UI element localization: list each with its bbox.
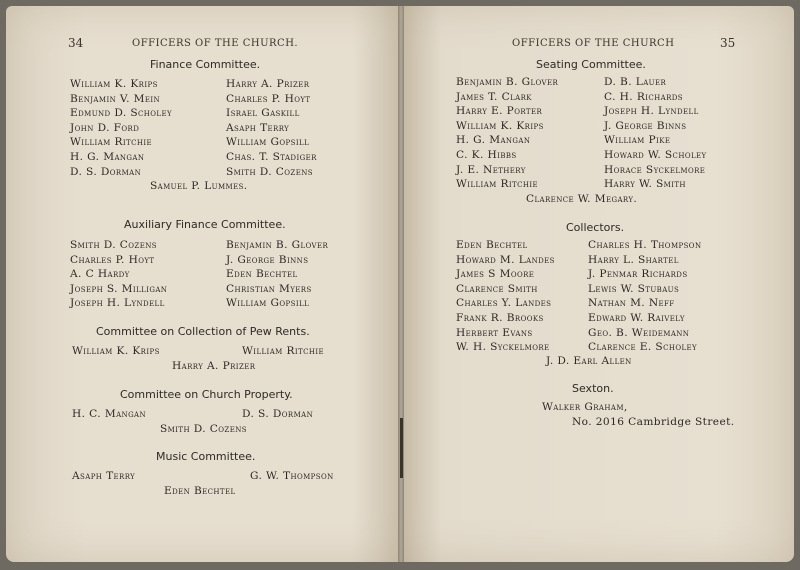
member-name: James S Moore (456, 268, 535, 281)
member-name: John D. Ford (70, 121, 140, 134)
member-name: Howard W. Scholey (604, 148, 707, 161)
member-name: C. H. Richards (604, 90, 683, 103)
member-name: Harry L. Shartel (588, 253, 679, 266)
member-name: J. George Binns (226, 253, 309, 266)
property-right: D. S. Dorman (242, 408, 314, 420)
music-left: Asaph Terry (72, 470, 136, 482)
member-name: Howard M. Landes (456, 253, 555, 266)
member-name: J. George Binns (604, 119, 687, 132)
finance-committee-title: Finance Committee. (150, 58, 261, 71)
seating-col1 (456, 75, 558, 192)
property-center: Smith D. Cozens (160, 423, 247, 435)
running-header-right: OFFICERS OF THE CHURCH (512, 38, 675, 49)
collectors-title: Collectors. (566, 221, 625, 234)
member-name: William Ritchie (456, 178, 539, 191)
member-name: William Gopsill (226, 136, 310, 149)
property-committee-title: Committee on Church Property. (120, 388, 293, 401)
member-name: Asaph Terry (226, 121, 290, 134)
music-center: Eden Bechtel (164, 485, 236, 497)
collectors-col2 (588, 238, 701, 355)
member-name: Israel Gaskill (226, 107, 300, 120)
member-name: Joseph H. Lyndell (604, 105, 699, 118)
auxiliary-committee-title: Auxiliary Finance Committee. (124, 218, 286, 231)
member-name: H. G. Mangan (456, 134, 531, 147)
member-name: Geo. B. Weidemann (588, 326, 690, 339)
finance-col1 (70, 77, 172, 179)
member-name: J. Penmar Richards (588, 268, 688, 281)
member-name: Harry E. Porter (456, 105, 543, 118)
member-name: Charles P. Hoyt (226, 92, 311, 105)
page-number-left: 34 (68, 36, 84, 50)
sexton-name: Walker Graham, (542, 401, 628, 413)
page-number-right: 35 (720, 36, 736, 50)
collectors-col1 (456, 238, 555, 355)
member-name: Clarence Smith (456, 282, 538, 295)
member-name: Benjamin B. Glover (456, 76, 559, 88)
finance-col2 (226, 77, 317, 179)
member-name: Smith D. Cozens (226, 165, 313, 178)
member-name: C. K. Hibbs (456, 148, 517, 161)
member-name: Eden Bechtel (226, 268, 298, 281)
pew-rents-center: Harry A. Prizer (172, 360, 256, 372)
member-name: Christian Myers (226, 282, 312, 295)
member-name: William Pike (604, 134, 671, 147)
member-name: Herbert Evans (456, 326, 533, 339)
auxiliary-col2 (226, 238, 328, 311)
seating-last-member: Clarence W. Megary. (526, 193, 638, 205)
auxiliary-col1 (70, 238, 167, 311)
member-name: Harry A. Prizer (226, 78, 310, 90)
member-name: William K. Krips (456, 119, 544, 132)
member-name: Charles P. Hoyt (70, 253, 155, 266)
member-name: William Ritchie (70, 136, 153, 149)
member-name: Lewis W. Stubaus (588, 282, 680, 295)
member-name: Horace Syckelmore (604, 163, 706, 176)
member-name: Eden Bechtel (456, 239, 528, 251)
member-name: A. C Hardy (70, 268, 130, 281)
member-name: Benjamin V. Mein (70, 92, 161, 105)
member-name: Smith D. Cozens (70, 239, 157, 251)
music-committee-title: Music Committee. (156, 450, 256, 463)
member-name: D. S. Dorman (70, 165, 142, 178)
seating-col2 (604, 75, 707, 192)
finance-last-member: Samuel P. Lummes. (150, 180, 248, 192)
property-left: H. C. Mangan (72, 408, 147, 420)
pew-rents-right: William Ritchie (242, 345, 325, 357)
member-name: Charles Y. Landes (456, 297, 552, 310)
member-name: D. B. Lauer (604, 76, 667, 88)
running-header-left: OFFICERS OF THE CHURCH. (132, 38, 299, 49)
sexton-title: Sexton. (572, 382, 614, 395)
member-name: James T. Clark (456, 90, 532, 103)
sexton-address: No. 2016 Cambridge Street. (572, 416, 735, 428)
left-page (6, 6, 400, 562)
member-name: Harry W. Smith (604, 178, 686, 191)
pew-rents-committee-title: Committee on Collection of Pew Rents. (96, 325, 310, 338)
book-spine (398, 6, 404, 562)
member-name: Joseph S. Milligan (70, 282, 168, 295)
member-name: J. E. Nethery (456, 163, 526, 176)
member-name: W. H. Syckelmore (456, 341, 550, 354)
member-name: H. G. Mangan (70, 150, 145, 163)
member-name: Edward W. Raively (588, 311, 685, 324)
member-name: Nathan M. Neff (588, 297, 675, 310)
binding-thread (400, 418, 403, 478)
member-name: Charles H. Thompson (588, 239, 702, 251)
member-name: Benjamin B. Glover (226, 239, 329, 251)
member-name: Chas. T. Stadiger (226, 150, 317, 163)
member-name: Edmund D. Scholey (70, 107, 173, 120)
member-name: Joseph H. Lyndell (70, 297, 165, 310)
seating-committee-title: Seating Committee. (536, 58, 646, 71)
pew-rents-left: William K. Krips (72, 345, 160, 357)
member-name: Clarence E. Scholey (588, 341, 698, 354)
member-name: William Gopsill (226, 297, 310, 310)
member-name: William K. Krips (70, 78, 158, 90)
collectors-last-member: J. D. Earl Allen (546, 355, 632, 367)
music-right: G. W. Thompson (250, 470, 334, 482)
member-name: Frank R. Brooks (456, 311, 544, 324)
